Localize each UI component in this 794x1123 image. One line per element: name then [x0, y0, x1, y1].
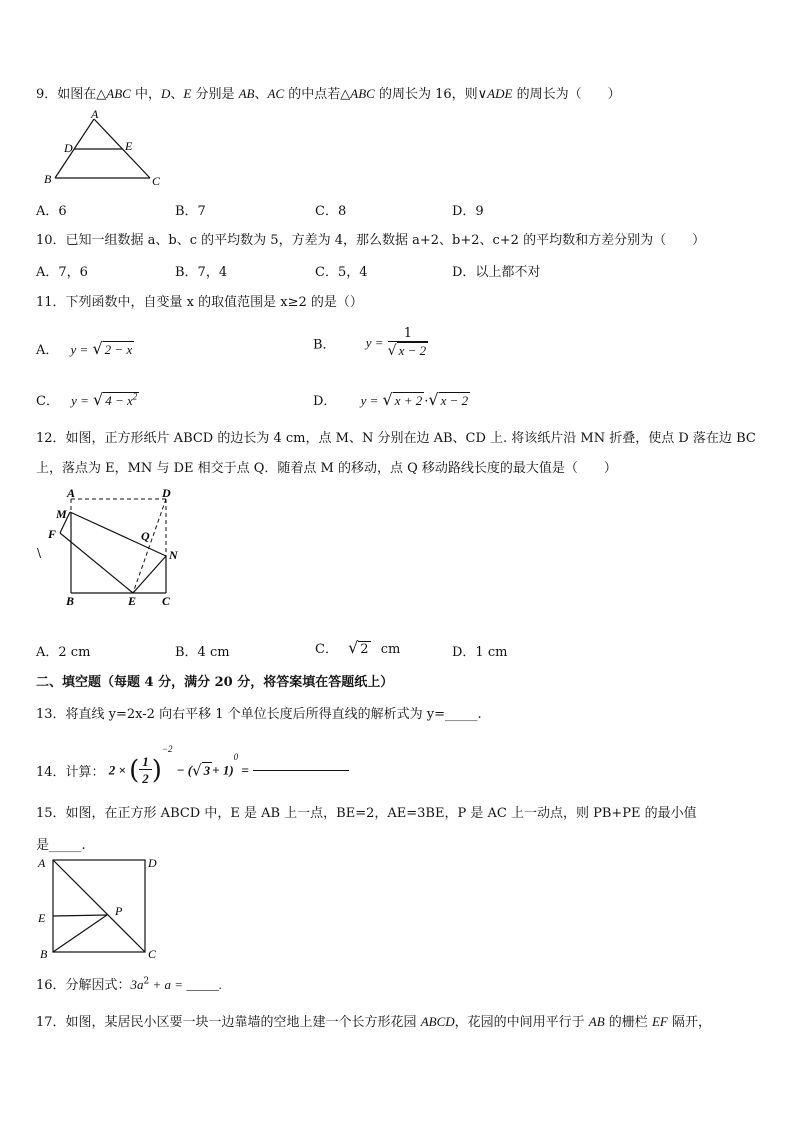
question-12-line1: 12．如图，正方形纸片 ABCD 的边长为 4 cm，点 M、N 分别在边 AB、CD 上. 将该纸片沿 MN 折叠，使点 D 落在边 BC	[36, 431, 756, 446]
question-14: 14．计算： 2 × ( $\frac{1}{2}$ )$^{-2}$ − (√ 3 + 1)$^0$ =	[36, 744, 349, 787]
question-12-line2: 上，落点为 E，MN 与 DE 相交于点 Q．随着点 M 的移动，点 Q 移动路线长度的最大值是（ ）	[36, 461, 617, 476]
fig9-label-B: B	[44, 172, 52, 186]
fig15-label-C: C	[148, 947, 157, 961]
fig12-label-C: C	[162, 594, 171, 608]
q9-option-c: C．8	[315, 204, 347, 219]
q11-option-c: C． y = √ $4 - x^2$	[36, 390, 138, 409]
q10-option-d: D．以上都不对	[452, 265, 541, 280]
q12-option-d: D．1 cm	[452, 645, 508, 660]
q9-option-d: D．9	[452, 204, 484, 219]
fig15-label-B: B	[40, 947, 48, 961]
fig12-label-E: E	[128, 594, 137, 608]
radical-sign: √	[387, 343, 397, 359]
stray-mark: \	[37, 546, 42, 560]
question-15-line2: 是_____.	[36, 838, 86, 853]
right-paren: )	[151, 755, 162, 786]
question-11: 11．下列函数中，自变量 x 的取值范围是 x≥2 的是（）	[36, 295, 363, 310]
q10-option-c: C．5，4	[315, 265, 368, 280]
radical-sign: √	[382, 390, 393, 409]
q12-option-c: C． √ 2 cm	[315, 638, 401, 657]
question-15-line1: 15．如图，在正方形 ABCD 中，E 是 AB 上一点，BE=2，AE=3BE，P 是 AC 上一动点，则 PB+PE 的最小值	[36, 806, 697, 821]
question-10: 10．已知一组数据 a、b、c 的平均数为 5，方差为 4，那么数据 a+2、b+2、c+2 的平均数和方差分别为（ ）	[36, 233, 706, 248]
fig12-label-B: B	[66, 594, 75, 608]
fig15-label-P: P	[115, 904, 123, 918]
radical-sign: √	[192, 761, 202, 780]
q11-option-d: D． y = √ x + 2 ·√ x − 2	[313, 390, 469, 409]
question-9: 9．如图在△ABC 中，D、E 分别是 AB、AC 的中点若△ABC 的周长为 16，则∨ADE 的周长为（ ）	[36, 86, 621, 102]
fig12-label-M: M	[56, 507, 67, 521]
question-13: 13．将直线 y=2x-2 向右平移 1 个单位长度后所得直线的解析式为 y=_____.	[36, 707, 482, 722]
q11-option-a: A． y = √ 2 − x	[36, 339, 133, 358]
fig12-label-N: N	[169, 548, 178, 562]
answer-blank	[253, 770, 349, 771]
radical-sign: √	[93, 390, 104, 409]
q9-option-a: A．6	[36, 204, 67, 219]
q9-option-b: B．7	[175, 204, 206, 219]
fig9-label-A: A	[91, 107, 99, 121]
radical-sign: √	[92, 339, 103, 358]
q10-option-b: B．7，4	[175, 265, 228, 280]
fig12-label-D: D	[162, 486, 171, 500]
question-16: 16．分解因式：$3a^2 + a$ = _____.	[36, 976, 223, 993]
fig15-label-E: E	[38, 911, 46, 925]
left-paren: (	[129, 755, 140, 786]
fig12-label-F: F	[48, 527, 57, 541]
q12-option-a: A．2 cm	[36, 645, 91, 660]
fig15-label-D: D	[148, 856, 157, 870]
fig9-label-D: D	[64, 141, 73, 155]
question-17: 17．如图，某居民小区要一块一边靠墙的空地上建一个长方形花园 ABCD，花园的中间用平行于 AB 的栅栏 EF 隔开，	[36, 1014, 711, 1030]
fig12-label-Q: Q	[141, 529, 150, 543]
fig9-label-E: E	[125, 139, 133, 153]
radical-sign: √	[348, 638, 359, 657]
fig12-label-A: A	[67, 486, 76, 500]
fig15-label-A: A	[38, 856, 46, 870]
radical-sign: √	[428, 390, 439, 409]
section-heading: 二、填空题（每题 4 分，满分 20 分，将答案填在答题纸上）	[36, 675, 394, 690]
q12-option-b: B．4 cm	[175, 645, 230, 660]
fig9-label-C: C	[152, 174, 161, 188]
q10-option-a: A．7，6	[36, 265, 88, 280]
q11-option-b: B． y = $\frac{1}{√ x - 2}$	[313, 326, 427, 359]
